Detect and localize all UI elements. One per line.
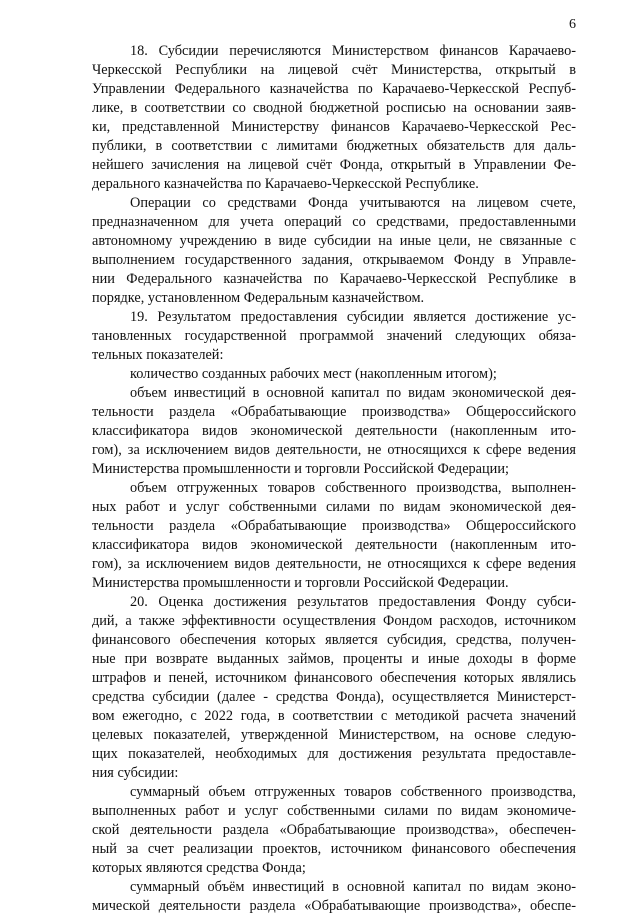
text-line: 19. Результатом предоставления субсидии является достижение ус-: [130, 309, 576, 325]
text-line: лике, в соответствии со сводной бюджетной росписью на основании заяв-: [92, 100, 576, 116]
text-line: 18. Субсидии перечисляются Министерством финансов Карачаево-: [130, 43, 576, 59]
text-line: предназначенном для учета операций со средствами, предоставленными: [92, 214, 576, 230]
text-line: выполнением государственного задания, открываемом Фонду в Управле-: [92, 252, 576, 268]
text-line: средства субсидии (далее - средства Фонда), осуществляется Министерст-: [92, 689, 576, 705]
paragraph: [92, 308, 576, 365]
text-line: автономному учреждению в виде субсидии на иные цели, не связанные с: [92, 233, 576, 249]
text-line: нейшего зачисления на лицевой счёт Фонда, открытый в Управлении Фе-: [92, 157, 576, 173]
text-line: порядке, установленном Федеральным казначейством.: [92, 290, 425, 306]
text-line: Операции со средствами Фонда учитываются на лицевом счете,: [130, 195, 576, 211]
text-line: которых являются средства Фонда;: [92, 860, 306, 876]
text-line: выполненных работ и услуг собственными силами по видам экономиче-: [92, 803, 576, 819]
text-line: публики, в соответствии с лимитами бюджетных обязательств для даль-: [92, 138, 576, 154]
text-line: мической деятельности раздела «Обрабатывающие производства», обеспе-: [92, 898, 576, 914]
text-line: Министерства промышленности и торговли Российской Федерации;: [92, 461, 509, 477]
text-line: штрафов и пеней, источником финансового обеспечения которых являлись: [92, 670, 576, 686]
text-line: тельности раздела «Обрабатывающие производства» Общероссийского: [92, 518, 576, 534]
text-line: объем отгруженных товаров собственного производства, выполнен-: [130, 480, 576, 496]
paragraph: [92, 194, 576, 308]
text-line: Управлении Федерального казначейства по Карачаево-Черкесской Респуб-: [92, 81, 576, 97]
page-number: 6: [569, 17, 576, 32]
paragraph: [92, 42, 576, 194]
text-line: ния субсидии:: [92, 765, 179, 781]
text-line: целевых показателей, утвержденной Министерством, на основе следую-: [92, 727, 576, 743]
paragraph: [92, 593, 576, 783]
text-line: ные при возврате выданных займов, проценты и иные доходы в форме: [92, 651, 576, 667]
text-line: тельных показателей:: [92, 347, 224, 363]
text-line: Министерства промышленности и торговли Российской Федерации.: [92, 575, 509, 591]
text-line: вом ежегодно, с 2022 года, в соответствии с методикой расчета значений: [92, 708, 576, 724]
text-line: тановленных государственной программой значений следующих обяза-: [92, 328, 576, 344]
text-line: ской деятельности раздела «Обрабатывающие производства», обеспечен-: [92, 822, 576, 838]
text-line: нии Федерального казначейства по Карачаево-Черкесской Республике в: [92, 271, 576, 287]
paragraph: [92, 365, 576, 384]
text-line: дий, а также эффективности осуществления Фондом расходов, источником: [92, 613, 576, 629]
document-body: [92, 42, 576, 916]
text-line: финансового обеспечения которых является субсидия, средства, получен-: [92, 632, 576, 648]
text-line: количество созданных рабочих мест (накопленным итогом);: [130, 366, 497, 382]
text-line: классификатора видов экономической деятельности (накопленным ито-: [92, 423, 576, 439]
text-line: классификатора видов экономической деятельности (накопленным ито-: [92, 537, 576, 553]
text-line: дерального казначейства по Карачаево-Черкесской Республике.: [92, 176, 479, 192]
paragraph: [92, 878, 576, 916]
text-line: суммарный объём инвестиций в основной капитал по видам эконо-: [130, 879, 576, 895]
text-line: объем инвестиций в основной капитал по видам экономической дея-: [130, 385, 576, 401]
text-line: ных работ и услуг собственными силами по видам экономической дея-: [92, 499, 576, 515]
paragraph: [92, 783, 576, 878]
text-line: гом), за исключением видов деятельности, не относящихся к сфере ведения: [92, 556, 576, 572]
text-line: суммарный объем отгруженных товаров собственного производства,: [130, 784, 576, 800]
text-line: ный за счет реализации проектов, источником финансового обеспечения: [92, 841, 576, 857]
text-line: щих показателей, необходимых для достижения результата предоставле-: [92, 746, 576, 762]
paragraph: [92, 384, 576, 479]
text-line: Черкесской Республики на лицевой счёт Министерства, открытый в: [92, 62, 576, 78]
text-line: тельности раздела «Обрабатывающие производства» Общероссийского: [92, 404, 576, 420]
text-line: гом), за исключением видов деятельности, не относящихся к сфере ведения: [92, 442, 576, 458]
text-line: ки, представленной Министерству финансов Карачаево-Черкесской Рес-: [92, 119, 576, 135]
paragraph: [92, 479, 576, 593]
text-line: 20. Оценка достижения результатов предоставления Фонду субси-: [130, 594, 576, 610]
